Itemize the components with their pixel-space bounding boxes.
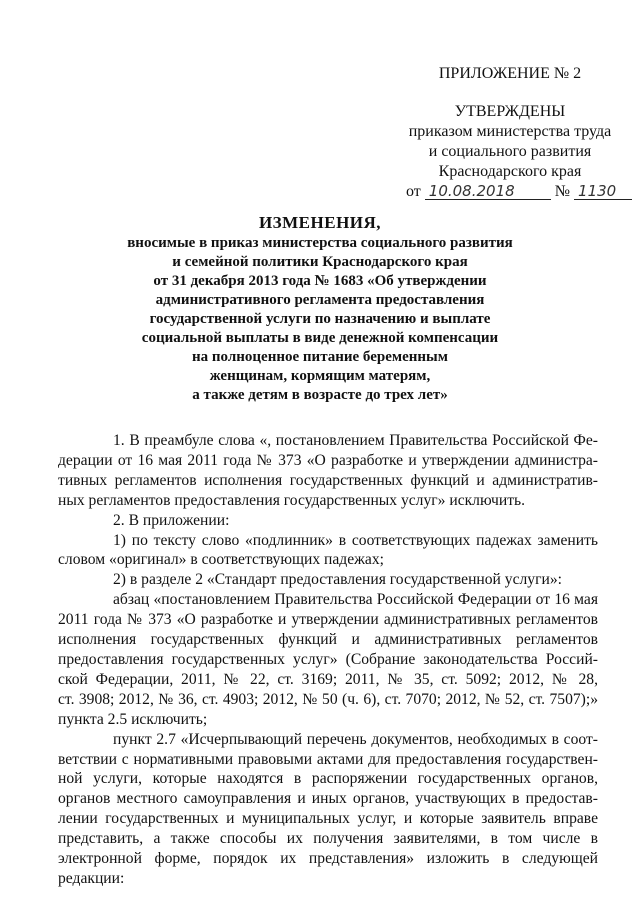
body-line: предоставления государственных услуг» (Собрание законодательства Россий-	[58, 650, 598, 668]
body-line: дерации от 16 мая 2011 года № 373 «О разработке и утверждении администра-	[58, 451, 598, 469]
date-prefix: от	[406, 183, 421, 200]
approval-block	[396, 102, 624, 202]
order-line-1: приказом министерства труда	[408, 123, 612, 140]
body-line: 1) по тексту слово «подлинник» в соответствующих падежах заменить	[113, 531, 598, 549]
body-line: электронной форме, порядок их представления» изложить в следующей	[58, 850, 598, 868]
title-line: женщинам, кормящим матерям,	[209, 368, 431, 384]
title-line: от 31 декабря 2013 года № 1683 «Об утверждении	[153, 273, 487, 289]
body-line: ветствии с нормативными правовыми актами для предоставления государствен-	[58, 750, 598, 768]
body-line: абзац «постановлением Правительства Российской Федерации от 16 мая	[113, 591, 598, 609]
body-line: представить, а также способы их получения заявителями, в том числе в	[58, 830, 598, 848]
title-line: социальной выплаты в виде денежной компенсации	[141, 330, 499, 346]
body-line: редакции:	[58, 869, 125, 887]
body-line: 1. В преамбуле слова «, постановлением Правительства Российской Фе-	[113, 432, 598, 449]
body-line: словом «оригинал» в соответствующих падежах;	[58, 551, 384, 569]
title-line: на полноценное питание беременным	[192, 349, 448, 365]
body-line: 2011 года № 373 «О разработке и утверждении административных регламентов	[58, 611, 598, 629]
order-line-2: и социального развития	[428, 143, 592, 160]
title-line: вносимые в приказ министерства социального развития	[127, 235, 513, 251]
title-line: а также детям в возрасте до трех лет»	[192, 387, 448, 403]
body-line: органов местного самоуправления и иных органов, участвующих в предостав-	[58, 790, 598, 808]
body-line: ных регламентов предоставления государственных услуг» исключить.	[58, 491, 526, 509]
document-body	[58, 431, 598, 889]
body-line: исполнения государственных функций и административных регламентов	[58, 631, 598, 649]
title-line: и семейной политики Краснодарского края	[172, 254, 468, 270]
body-line: пункта 2.5 исключить;	[58, 710, 208, 728]
body-line: 2) в разделе 2 «Стандарт предоставления государственной услуги»:	[113, 571, 562, 589]
number-prefix: №	[554, 183, 571, 200]
order-number: 1130	[574, 183, 632, 200]
title-line: государственной услуги по назначению и выплате	[149, 311, 491, 327]
title-line: административного регламента предоставления	[155, 292, 485, 308]
document-title	[100, 212, 540, 405]
body-line: ской Федерации, 2011, № 22, ст. 3169; 2011, № 35, ст. 5092; 2012, № 28,	[58, 670, 598, 688]
title-heading: ИЗМЕНЕНИЯ,	[258, 213, 382, 232]
body-line: ст. 3908; 2012, № 36, ст. 4903; 2012, № 50 (ч. 6), ст. 7070; 2012, № 52, ст. 7507);»	[58, 690, 598, 708]
appendix-label: ПРИЛОЖЕНИЕ № 2	[438, 65, 582, 82]
body-line: лении государственных и муниципальных услуг, и которые заявитель вправе	[58, 810, 598, 828]
body-line: ной услуги, которые находятся в распоряжении государственных органов,	[58, 770, 598, 788]
body-line: тивных регламентов исполнения государственных функций и административ-	[58, 471, 598, 489]
body-line: пункт 2.7 «Исчерпывающий перечень документов, необходимых в соот-	[113, 730, 598, 748]
order-date: 10.08.2018	[425, 183, 551, 200]
approved-label: УТВЕРЖДЕНЫ	[454, 103, 566, 120]
body-line: 2. В приложении:	[113, 511, 230, 529]
order-date-line	[396, 182, 624, 202]
order-line-3: Краснодарского края	[438, 163, 582, 180]
